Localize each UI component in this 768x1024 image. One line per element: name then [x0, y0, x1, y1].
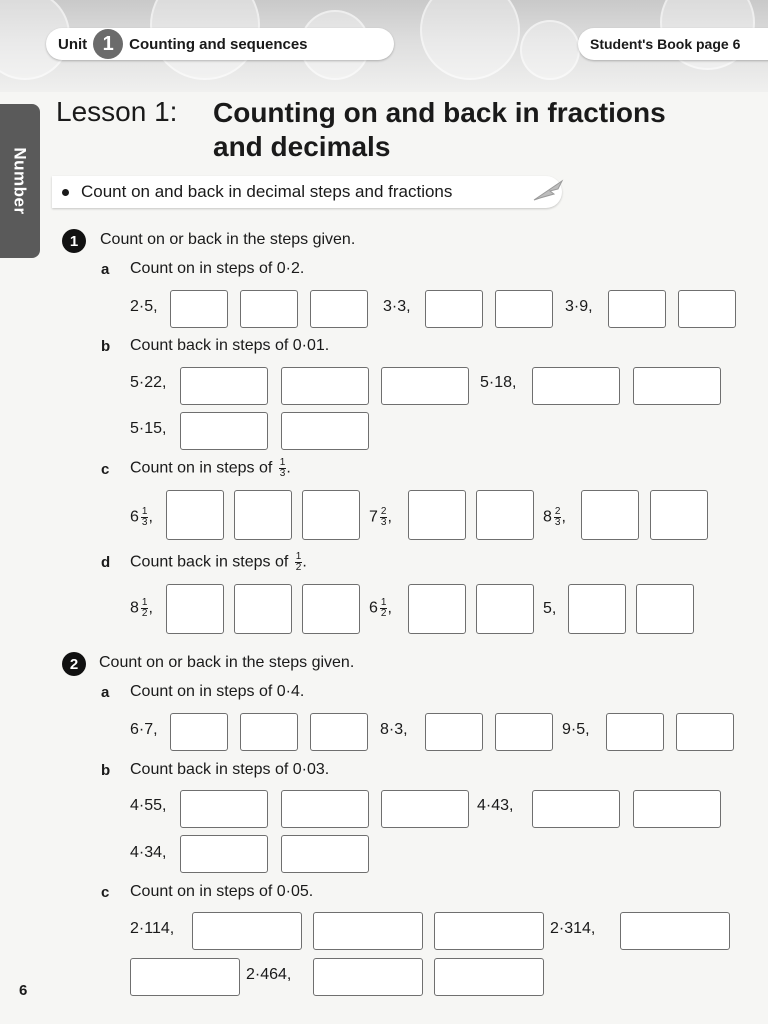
fraction-numerator: 1 [295, 551, 302, 562]
lesson-title [213, 96, 768, 164]
answer-box[interactable] [495, 713, 553, 751]
page-number: 6 [19, 982, 28, 999]
answer-box[interactable] [180, 835, 268, 873]
fraction-denominator: 2 [295, 562, 302, 573]
fraction-numerator: 1 [141, 597, 148, 608]
sequence-value: 4·34, [130, 844, 167, 861]
whole-number: 7 [369, 508, 378, 526]
whole-number: 6 [369, 599, 378, 617]
part-label: a [101, 684, 110, 701]
fraction-numerator: 1 [380, 597, 387, 608]
students-book-reference: Student's Book page 6 [578, 28, 768, 60]
part-instruction: Count back in steps of $\frac{1}{2}$ . [130, 551, 307, 573]
lesson-title-line1: Counting on and back in fractions [213, 97, 666, 128]
sequence-value: 7 $\frac{2}{3}$ , [369, 506, 392, 528]
answer-box[interactable] [636, 584, 694, 634]
side-tab-number [0, 104, 40, 258]
sequence-value: 5·15, [130, 420, 167, 437]
whole-number: 8 [543, 508, 552, 526]
answer-box[interactable] [620, 912, 730, 950]
answer-box[interactable] [234, 584, 292, 634]
quill-icon [532, 178, 566, 202]
part-instruction: Count back in steps of 0·03. [130, 761, 330, 778]
sequence-value: 8·3, [380, 721, 408, 738]
sequence-value: 2·114, [130, 920, 175, 937]
answer-box[interactable] [381, 367, 469, 405]
answer-box[interactable] [381, 790, 469, 828]
sequence-value: 2·314, [550, 920, 596, 937]
answer-box[interactable] [434, 958, 544, 996]
sequence-value: 4·55, [130, 797, 167, 814]
answer-box[interactable] [606, 713, 664, 751]
answer-box[interactable] [166, 584, 224, 634]
sequence-value: 6 $\frac{1}{3}$ , [130, 506, 153, 528]
part-instruction-text: Count on in steps of [130, 459, 273, 477]
fraction-numerator: 2 [380, 506, 387, 517]
part-label: b [101, 338, 111, 355]
answer-box[interactable] [281, 790, 369, 828]
fraction-numerator: 1 [279, 457, 286, 468]
fraction-denominator: 3 [554, 517, 561, 528]
unit-number-badge: 1 [93, 29, 123, 59]
part-instruction: Count on in steps of 0·4. [130, 683, 305, 700]
answer-box[interactable] [281, 367, 369, 405]
sequence-value: 8 $\frac{2}{3}$ , [543, 506, 566, 528]
answer-box[interactable] [313, 912, 423, 950]
answer-box[interactable] [608, 290, 666, 328]
answer-box[interactable] [408, 490, 466, 540]
fraction-numerator: 1 [141, 506, 148, 517]
answer-box[interactable] [434, 912, 544, 950]
whole-number: 8 [130, 599, 139, 617]
sequence-value: 2·5, [130, 298, 158, 315]
lesson-number: Lesson 1: [56, 96, 178, 127]
answer-box[interactable] [425, 713, 483, 751]
unit-banner [46, 28, 394, 60]
question-instruction: Count on or back in the steps given. [99, 654, 355, 671]
unit-title: Counting and sequences [129, 35, 308, 53]
answer-box[interactable] [650, 490, 708, 540]
answer-box[interactable] [240, 713, 298, 751]
objective-text: Count on and back in decimal steps and fractions [81, 182, 453, 201]
part-label: b [101, 762, 111, 779]
sequence-value: 8 $\frac{1}{2}$ , [130, 597, 153, 619]
part-instruction: Count on in steps of 0·05. [130, 883, 314, 900]
answer-box[interactable] [476, 490, 534, 540]
learning-objective [52, 176, 562, 208]
side-tab-label: Number [11, 147, 31, 215]
answer-box[interactable] [180, 367, 268, 405]
answer-box[interactable] [313, 958, 423, 996]
fraction-denominator: 3 [279, 468, 286, 479]
answer-box[interactable] [234, 490, 292, 540]
sequence-value: 3·9, [565, 298, 593, 315]
sequence-value: 5, [543, 600, 557, 617]
answer-box[interactable] [310, 713, 368, 751]
sequence-value: 5·18, [480, 374, 517, 391]
answer-box[interactable] [180, 790, 268, 828]
answer-box[interactable] [532, 367, 620, 405]
sequence-value: 9·5, [562, 721, 590, 738]
part-instruction: Count back in steps of 0·01. [130, 337, 330, 354]
answer-box[interactable] [678, 290, 736, 328]
question-number-badge: 2 [62, 652, 86, 676]
fraction-denominator: 3 [380, 517, 387, 528]
answer-box[interactable] [676, 713, 734, 751]
sequence-value: 6 $\frac{1}{2}$ , [369, 597, 392, 619]
answer-box[interactable] [281, 412, 369, 450]
part-instruction: Count on in steps of $\frac{1}{3}$ . [130, 457, 291, 479]
answer-box[interactable] [425, 290, 483, 328]
part-instruction-text: Count back in steps of [130, 553, 289, 571]
answer-box[interactable] [192, 912, 302, 950]
unit-label: Unit [58, 35, 88, 53]
question-instruction: Count on or back in the steps given. [100, 231, 356, 248]
part-label: d [101, 554, 111, 571]
answer-box[interactable] [302, 584, 360, 634]
answer-box[interactable] [495, 290, 553, 328]
answer-box[interactable] [240, 290, 298, 328]
fraction-numerator: 2 [554, 506, 561, 517]
answer-box[interactable] [170, 713, 228, 751]
decorative-bubble [420, 0, 520, 80]
sequence-value: 4·43, [477, 797, 514, 814]
answer-box[interactable] [532, 790, 620, 828]
fraction-denominator: 3 [141, 517, 148, 528]
answer-box[interactable] [170, 290, 228, 328]
sequence-value: 6·7, [130, 721, 158, 738]
part-instruction: Count on in steps of 0·2. [130, 260, 305, 277]
sequence-value: 3·3, [383, 298, 411, 315]
lesson-title-line2: and decimals [213, 131, 391, 162]
bullet-icon [62, 189, 69, 196]
question-number-badge: 1 [62, 229, 86, 253]
answer-box[interactable] [633, 790, 721, 828]
answer-box[interactable] [581, 490, 639, 540]
part-label: c [101, 461, 110, 478]
answer-box[interactable] [180, 412, 268, 450]
sequence-value: 2·464, [246, 966, 292, 983]
whole-number: 6 [130, 508, 139, 526]
fraction-denominator: 2 [380, 608, 387, 619]
answer-box[interactable] [166, 490, 224, 540]
answer-box[interactable] [310, 290, 368, 328]
sequence-value: 5·22, [130, 374, 167, 391]
answer-box[interactable] [633, 367, 721, 405]
answer-box[interactable] [568, 584, 626, 634]
decorative-bubble [520, 20, 580, 80]
answer-box[interactable] [281, 835, 369, 873]
fraction-denominator: 2 [141, 608, 148, 619]
answer-box[interactable] [130, 958, 240, 996]
answer-box[interactable] [302, 490, 360, 540]
answer-box[interactable] [476, 584, 534, 634]
part-label: a [101, 261, 110, 278]
answer-box[interactable] [408, 584, 466, 634]
part-label: c [101, 884, 110, 901]
